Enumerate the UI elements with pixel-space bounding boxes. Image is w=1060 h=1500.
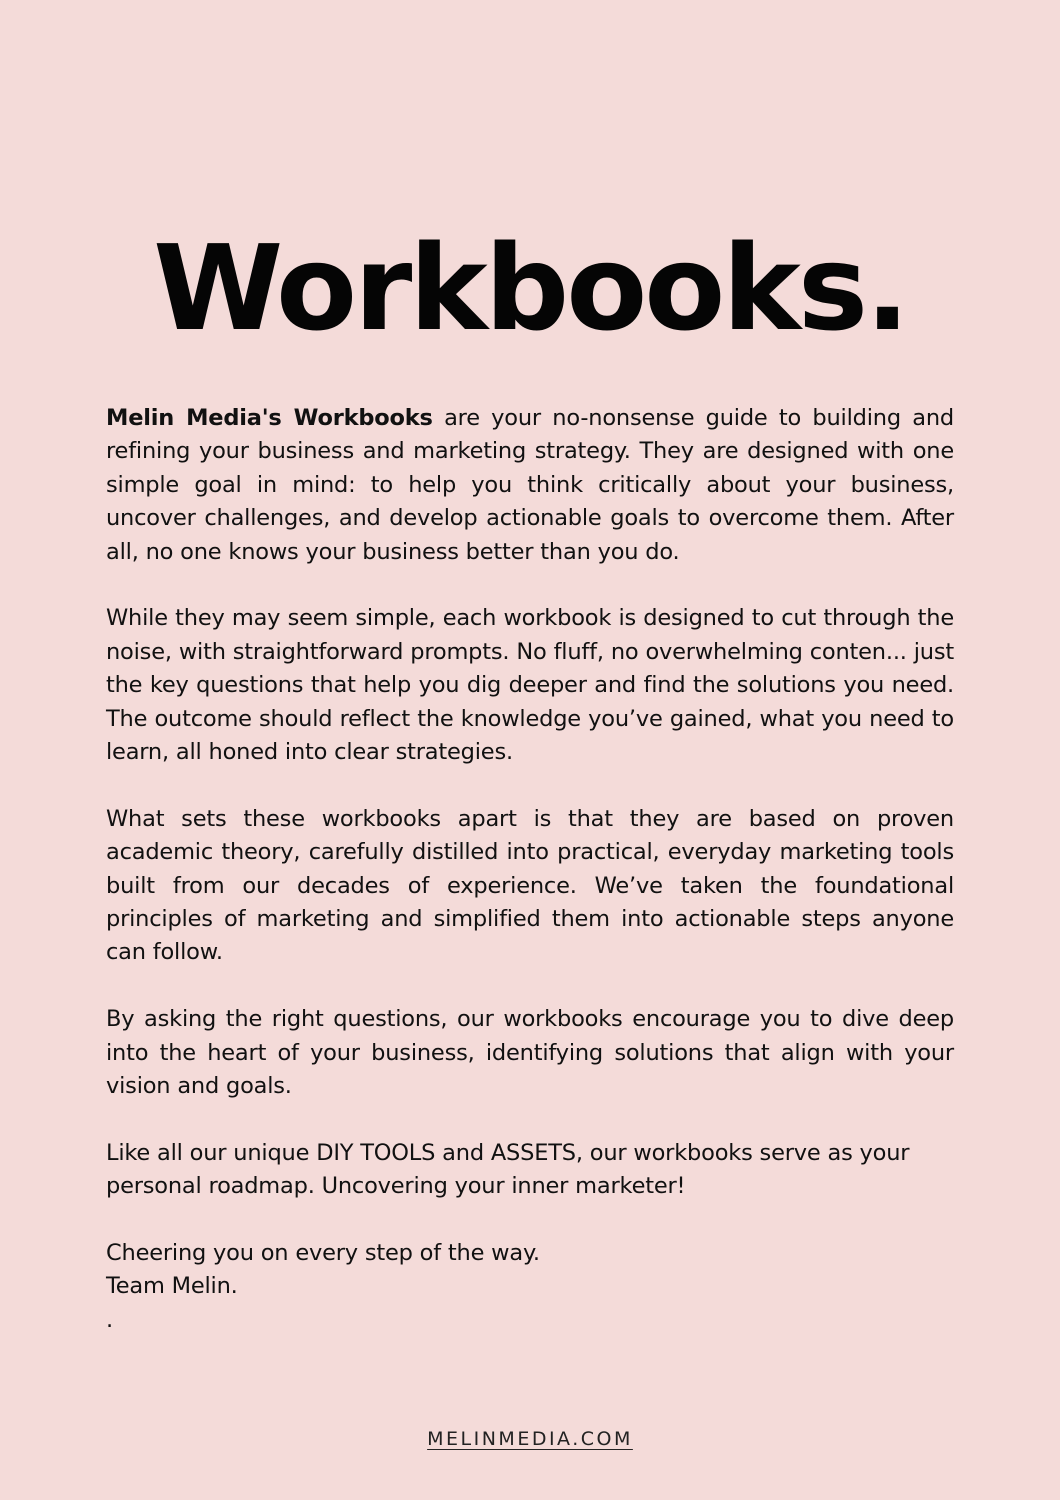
signoff-line-1: Cheering you on every step of the way. bbox=[106, 1240, 540, 1267]
footer bbox=[0, 1428, 1060, 1450]
signoff-line-3: . bbox=[106, 1306, 113, 1333]
body-content bbox=[106, 402, 954, 1337]
paragraph-intro bbox=[106, 402, 954, 569]
paragraph-simplicity: While they may seem simple, each workbook is designed to cut through the noise, with straightforward prompts. No fluff, no overwhelming conten... just the key questions that help you dig deeper and find the solutions you need. The outcome should reflect the knowledge you’ve gained, what you need to learn, all honed into clear strategies. bbox=[106, 605, 954, 766]
paragraph-academic-theory: What sets these workbooks apart is that they are based on proven academic theory, carefully distilled into practical, everyday marketing tools built from our decades of experience. We’ve taken the foundational principles of marketing and simplified them into actionable steps anyone can follow. bbox=[106, 805, 954, 966]
paragraph-right-questions: By asking the right questions, our workbooks encourage you to dive deep into the heart of your business, identifying solutions that align with your vision and goals. bbox=[106, 1006, 954, 1100]
page-title: Workbooks. bbox=[153, 219, 907, 357]
brand-lead: Melin Media's Workbooks bbox=[106, 405, 433, 431]
paragraph-roadmap: Like all our unique DIY TOOLS and ASSETS, our workbooks serve as your personal roadmap. Uncovering your inner marketer! bbox=[106, 1139, 910, 1200]
footer-website-link[interactable]: MELINMEDIA.COM bbox=[427, 1428, 633, 1450]
paragraph-intro-text: are your no-nonsense guide to building and refining your business and marketing strategy. They are designed with one simple goal in mind: to help you think critically about your business, uncover challenges, and develop actionable goals to overcome them. After all, no one knows your business better than you do. bbox=[106, 405, 954, 565]
signoff-line-2: Team Melin. bbox=[106, 1273, 238, 1300]
